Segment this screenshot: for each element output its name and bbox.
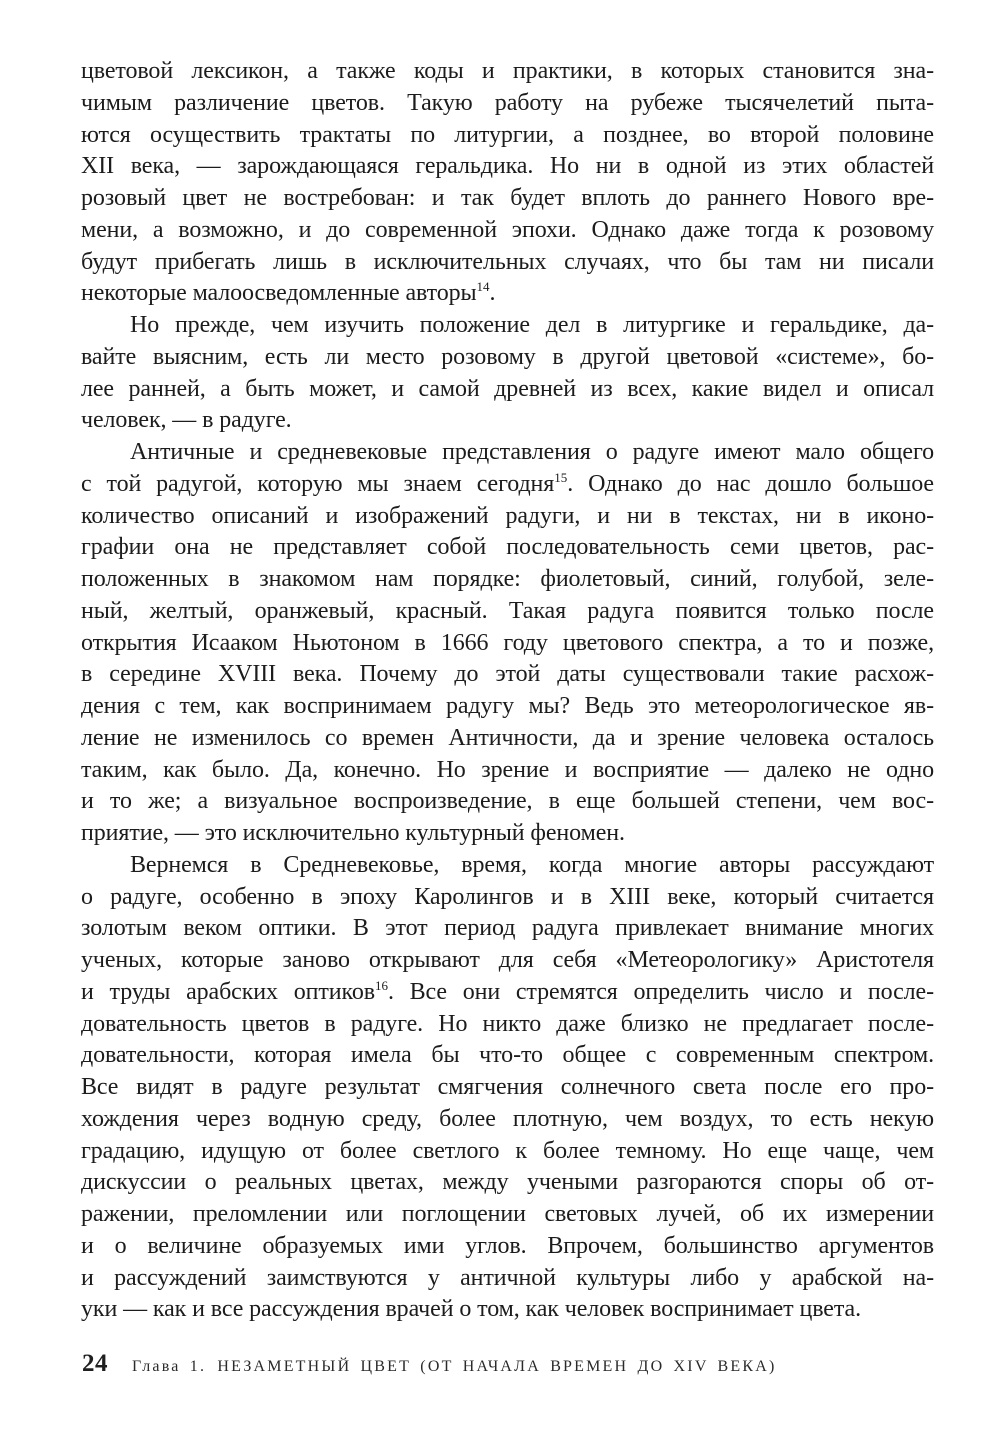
text-line: открытия Исааком Ньютоном в 1666 году цветового спектра, а то и позже, [81, 629, 934, 656]
footnote-ref: 15 [554, 469, 568, 485]
running-title [132, 1358, 777, 1376]
text-line: в середине XVIII века. Почему до этой даты существовали такие расхож- [81, 661, 934, 688]
text-line: довательности, которая имела бы что-то общее с современным спектром. [81, 1042, 934, 1069]
paragraph [81, 850, 934, 1326]
text-line: будут прибегать лишь в исключительных случаях, что бы там ни писали [81, 248, 934, 275]
text-line: таким, как было. Да, конечно. Но зрение и восприятие — далеко не одно [81, 756, 934, 783]
text-line: ление не изменилось со времен Античности, да и зрение человека осталось [81, 724, 934, 751]
text-line: дискуссии о реальных цветах, между учеными разгораются споры об от- [81, 1169, 934, 1196]
page-number: 24 [82, 1350, 108, 1377]
text-line: Вернемся в Средневековье, время, когда многие авторы рассуждают [130, 851, 934, 878]
footnote-ref: 16 [374, 977, 388, 993]
text-line: цветовой лексикон, а также коды и практики, в которых становится зна- [81, 58, 934, 84]
text-line: о радуге, особенно в эпоху Каролингов и в XIII веке, который считается [81, 883, 934, 910]
text-line: и рассуждений заимствуются у античной культуры либо у арабской на- [81, 1264, 934, 1291]
text-line: довательность цветов в радуге. Но никто даже близко не предлагает после- [81, 1010, 934, 1037]
text-line: положенных в знакомом нам порядке: фиолетовый, синий, голубой, зеле- [81, 566, 934, 592]
text-line: лее ранней, а быть может, и самой древней из всех, какие видел и описал [81, 375, 934, 402]
text-line: XII века, — зарождающаяся геральдика. Но ни в одной из этих областей [81, 153, 934, 180]
paragraph [81, 56, 934, 310]
text-line: Античные и средневековые представления о радуге имеют мало общего [130, 439, 934, 465]
text-line: розовый цвет не востребован: и так будет вплоть до раннего Нового вре- [81, 185, 934, 211]
text-line: мени, а возможно, и до современной эпохи. Однако даже тогда к розовому [81, 216, 934, 243]
text-line: градацию, идущую от более светлого к более темному. Но еще чаще, чем [81, 1137, 934, 1164]
text-line: человек, — в радуге. [81, 407, 292, 434]
text-line: Но прежде, чем изучить положение дел в литургике и геральдике, да- [130, 312, 934, 338]
text-line: уки — как и все рассуждения врачей о том, как человек воспринимает цвета. [81, 1296, 861, 1323]
text-line: некоторые малоосведомленные авторы$^{14}$. [81, 279, 496, 307]
text-line: ются осуществить трактаты по литургии, а позднее, во второй половине [81, 121, 934, 148]
paragraph [81, 437, 934, 850]
chapter-label: Глава 1. [132, 1358, 207, 1375]
footnote-ref: 14 [476, 279, 490, 295]
paragraph [81, 310, 934, 437]
text-line: количество описаний и изображений радуги, и ни в текстах, ни в иконо- [81, 502, 934, 529]
text-line: и о величине образуемых ими углов. Впрочем, большинство аргументов [81, 1232, 934, 1259]
text-line: дения с тем, как воспринимаем радугу мы? Ведь это метеорологическое яв- [81, 693, 934, 719]
text-line: и труды арабских оптиков$^{16}$. Все они стремятся определить число и после- [81, 977, 934, 1005]
text-line: ражении, преломлении или поглощении световых лучей, об их измерении [81, 1201, 934, 1227]
text-line: приятие, — это исключительно культурный феномен. [81, 820, 625, 846]
text-line: с той радугой, которую мы знаем сегодня$^{15}$. Однако до нас дошло большое [81, 469, 934, 497]
chapter-title: НЕЗАМЕТНЫЙ ЦВЕТ (ОТ НАЧАЛА ВРЕМЕН ДО XIV ВЕКА) [217, 1358, 777, 1375]
text-line: Все видят в радуге результат смягчения солнечного света после его про- [81, 1074, 934, 1100]
text-line: золотым веком оптики. В этот период радуга привлекает внимание многих [81, 915, 934, 942]
text-line: чимым различение цветов. Такую работу на рубеже тысячелетий пыта- [81, 89, 934, 116]
text-line: хождения через водную среду, более плотную, чем воздух, то есть некую [81, 1105, 934, 1132]
body-text [81, 56, 934, 1326]
page-footer [82, 1350, 952, 1378]
text-line: графии она не представляет собой последовательность семи цветов, рас- [81, 534, 934, 561]
text-line: ный, желтый, оранжевый, красный. Такая радуга появится только после [81, 597, 934, 624]
text-line: и то же; а визуальное воспроизведение, в еще большей степени, чем вос- [81, 788, 934, 815]
text-line: ученых, которые заново открывают для себя «Метеорологику» Аристотеля [81, 947, 934, 973]
text-line: вайте выясним, есть ли место розовому в другой цветовой «системе», бо- [81, 343, 934, 370]
